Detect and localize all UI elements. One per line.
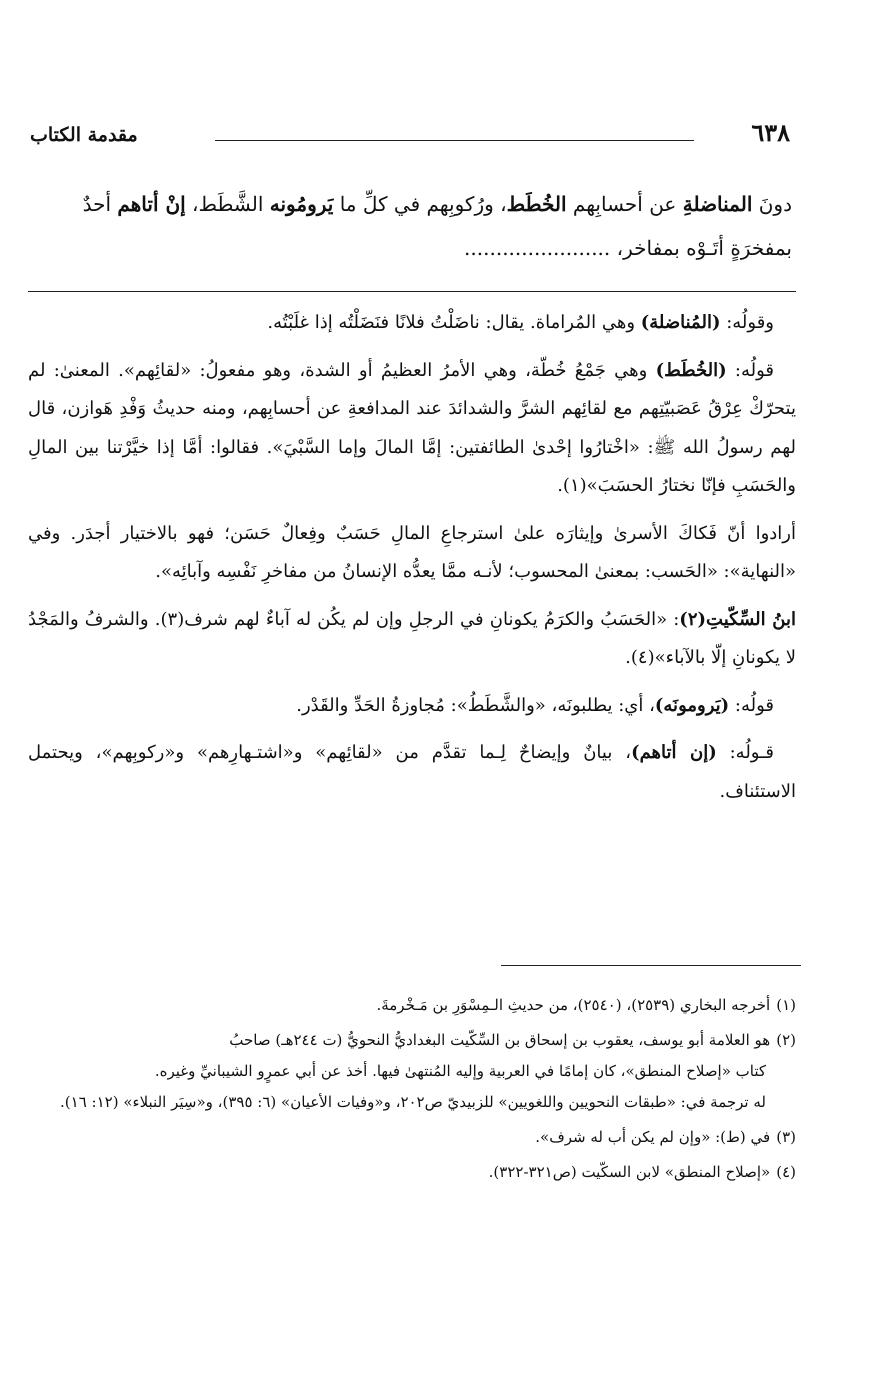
- commentary-paragraph: [28, 601, 796, 678]
- main-text: [30, 182, 792, 270]
- commentary: [28, 304, 796, 820]
- commentary-paragraph: [28, 734, 796, 811]
- text-span: وهي المُراماة. يقال: ناضَلْتُ فلانًا فنَضَلْتُه إذا غلَبْتُه.: [267, 312, 641, 333]
- lemma: ابنُ السِّكّيتِ(٢): [679, 608, 797, 630]
- text-span: ، بيانٌ وإيضاحٌ لِـما تقدَّم من «لقائِهم» و«اشتـهارِهم» و«ركوبِهم»، ويحتمل الاستئناف.: [28, 742, 796, 802]
- footnote: [30, 1157, 796, 1188]
- running-title: مقدمة الكتاب: [30, 124, 138, 146]
- lemma: (المُناضلة): [640, 312, 721, 333]
- header-rule: [215, 140, 694, 141]
- commentary-paragraph: أرادوا أنّ فَكاكَ الأسرىٰ وإيثارَه علىٰ استرجاعِ المالِ حَسَبٌ وفِعالٌ حَسَن؛ فهو بالاختيار أجدَر. وفي «النهاية»: «الحَسب: بمعنىٰ المحسوب؛ لأنـه ممَّا يعدُّه الإنسانُ من مفاخرِ نَفْسِه وآبائِه».: [28, 522, 796, 582]
- commentary-paragraph: [28, 687, 796, 726]
- main-text-line-2: بمفخرَةٍ أتَـوْه بمفاخر، .......................: [464, 236, 792, 260]
- footnote-number: (٤): [776, 1163, 796, 1181]
- text-span: ، ورُكوبِهم في كلِّ ما: [333, 192, 507, 216]
- keyword: المناضلةِ: [682, 192, 753, 216]
- footnote: [30, 990, 796, 1021]
- text-span: : «الحَسَبُ والكرَمُ يكونانِ في الرجلِ وإن لم يكُن له آباءٌ لهم شرف(٣). والشرفُ والمَجْدُ لا يكونانِ إلّا بالآباء»(٤).: [28, 608, 796, 668]
- text-span: دونَ: [752, 192, 792, 216]
- keyword: إنْ أتاهم: [117, 192, 186, 216]
- text-span: أحدٌ: [82, 192, 118, 216]
- page-number: ٦٣٨: [751, 118, 790, 147]
- commentary-paragraph: [28, 304, 796, 343]
- text-span: قـولُه:: [716, 742, 774, 763]
- text-span: ، أي: يطلبونَه، «والشَّطَطُ»: مُجاوزةُ الحَدِّ والقَدْر.: [296, 694, 655, 716]
- main-text-separator: [28, 291, 796, 292]
- lemma: (يَرومونَه): [654, 694, 730, 716]
- text-span: وهي جَمْعُ خُطّة، وهي الأمرُ العظيمُ أو الشدة، وهو مفعولُ: «لقائِهم». المعنىٰ: لم يتحرّكْ عِرْقُ عَصَبيّتِهم مع لقائِهم الشرَّ والشدائدَ عند المدافعةِ عن أحسابِهم، ومنه حديثُ وَفْدِ هَوازن، قال لهم رسولُ الله ﷺ: «اخْتارُوا إحْدىٰ الطائفتين: إمَّا المالَ وإما السَّبْيَ». فقالوا: أمَّا إذا خيَّرْتنا بين المالِ والحَسَبِ فإنّا نختارُ الحسَبَ»(١).: [28, 359, 796, 496]
- footnote: [30, 1122, 796, 1153]
- footnote-continuation: كتاب «إصلاح المنطق»، كان إمامًا في العربية وإليه المُنتهىٰ فيها. أخذ عن أبي عمرٍو الشيبانيِّ وغيره.: [154, 1062, 766, 1080]
- footnote-text: «إصلاح المنطق» لابن السكّيت (ص٣٢١-٣٢٢).: [488, 1163, 771, 1181]
- text-span: قولُه:: [729, 694, 774, 716]
- text-span: قولُه:: [726, 359, 774, 381]
- keyword: يَرومُونه: [269, 192, 334, 216]
- footnote-number: (٣): [776, 1128, 796, 1146]
- footnotes: [30, 990, 796, 1192]
- footnote-continuation: له ترجمة في: «طبقات النحويين واللغويين» للزبيديّ ص٢٠٢، و«وفيات الأعيان» (٦: ٣٩٥)، و«سِيَر النبلاء» (١٢: ١٦).: [60, 1093, 766, 1111]
- text-span: الشَّطَط،: [185, 192, 270, 216]
- footnote-number: (٢): [776, 1031, 796, 1049]
- page-header: [30, 118, 790, 158]
- text-span: عن أحسابِهم: [566, 192, 683, 216]
- footnote-number: (١): [776, 996, 796, 1014]
- commentary-paragraph: [28, 352, 796, 506]
- footnote-text: أخرجه البخاري (٢٥٣٩)، (٢٥٤٠)، من حديثِ الـمِسْوَرِ بن مَـخْرمةَ.: [376, 996, 771, 1014]
- lemma: (الخُطَط): [655, 359, 727, 381]
- footnote: [30, 1025, 796, 1118]
- footnote-text: هو العلامة أبو يوسف، يعقوب بن إسحاق بن السِّكّيت البغداديُّ النحويُّ (ت ٢٤٤هـ) صاحبُ: [229, 1031, 771, 1049]
- footnote-text: في (ط): «وإن لم يكن أب له شرف».: [535, 1128, 771, 1146]
- keyword: الخُطَط: [506, 192, 567, 216]
- lemma: (إن أتاهم): [631, 742, 717, 763]
- footnote-separator: [501, 965, 801, 966]
- main-text-line-1: [30, 182, 792, 226]
- text-span: وقولُه:: [720, 312, 774, 333]
